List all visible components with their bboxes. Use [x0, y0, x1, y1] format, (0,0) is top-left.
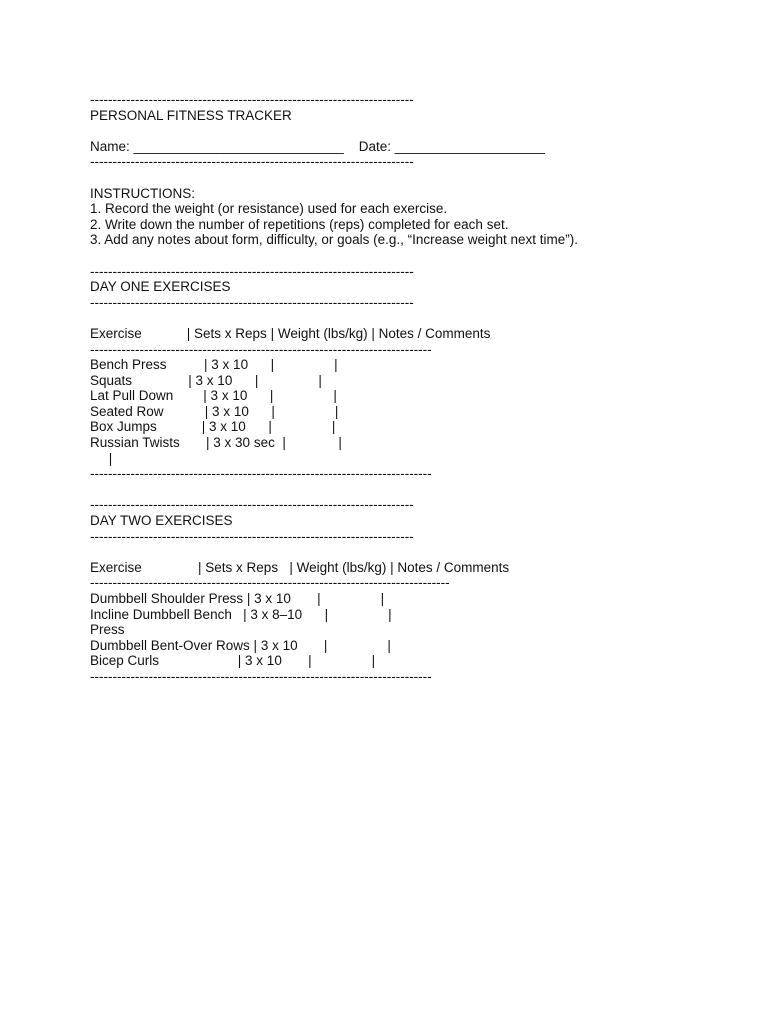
divider: ------------------------------------------------------------------------ — [90, 497, 414, 513]
name-date-line: Name: ____________________________ Date: ____________________ — [90, 138, 545, 154]
table-row: Bicep Curls | 3 x 10 | | — [90, 653, 376, 669]
table-row: Bench Press | 3 x 10 | | — [90, 357, 338, 373]
divider: ---------------------------------------------------------------------------- — [90, 341, 432, 357]
table-row: Box Jumps | 3 x 10 | | — [90, 419, 336, 435]
divider: ---------------------------------------------------------------------------- — [90, 668, 432, 684]
instructions-heading: INSTRUCTIONS: — [90, 185, 196, 201]
table-row: Lat Pull Down | 3 x 10 | | — [90, 388, 337, 404]
table-row: Press — [90, 622, 125, 638]
table-row: Dumbbell Shoulder Press | 3 x 10 | | — [90, 591, 385, 606]
table-row: Russian Twists | 3 x 30 sec | | — [90, 435, 342, 451]
fitness-tracker-document — [90, 92, 750, 685]
divider: ------------------------------------------------------------------------ — [90, 263, 414, 279]
divider: ------------------------------------------------------------------------ — [90, 154, 414, 170]
instruction-item: 1. Record the weight (or resistance) used for each exercise. — [90, 201, 448, 217]
divider: ------------------------------------------------------------------------ — [90, 528, 414, 544]
divider: ------------------------------------------------------------------------ — [90, 92, 414, 107]
day-two-table-header: Exercise | Sets x Reps | Weight (lbs/kg) | Notes / Comments — [90, 559, 510, 575]
divider: ------------------------------------------------------------------------ — [90, 294, 414, 310]
table-row: Seated Row | 3 x 10 | | — [90, 403, 339, 419]
table-row: | — [90, 450, 113, 466]
day-two-heading: DAY TWO EXERCISES — [90, 513, 233, 529]
table-row: Dumbbell Bent-Over Rows | 3 x 10 | | — [90, 637, 391, 653]
instruction-item: 3. Add any notes about form, difficulty, or goals (e.g., “Increase weight next time”). — [90, 232, 578, 248]
table-row: Squats | 3 x 10 | | — [90, 372, 322, 388]
document-title: PERSONAL FITNESS TRACKER — [90, 107, 292, 123]
divider: -------------------------------------------------------------------------------- — [90, 575, 450, 591]
day-one-heading: DAY ONE EXERCISES — [90, 279, 231, 295]
divider: ---------------------------------------------------------------------------- — [90, 466, 432, 482]
table-row: Incline Dumbbell Bench | 3 x 8–10 | | — [90, 606, 392, 622]
instruction-item: 2. Write down the number of repetitions (reps) completed for each set. — [90, 216, 509, 232]
day-one-table-header: Exercise | Sets x Reps | Weight (lbs/kg) | Notes / Comments — [90, 325, 491, 341]
